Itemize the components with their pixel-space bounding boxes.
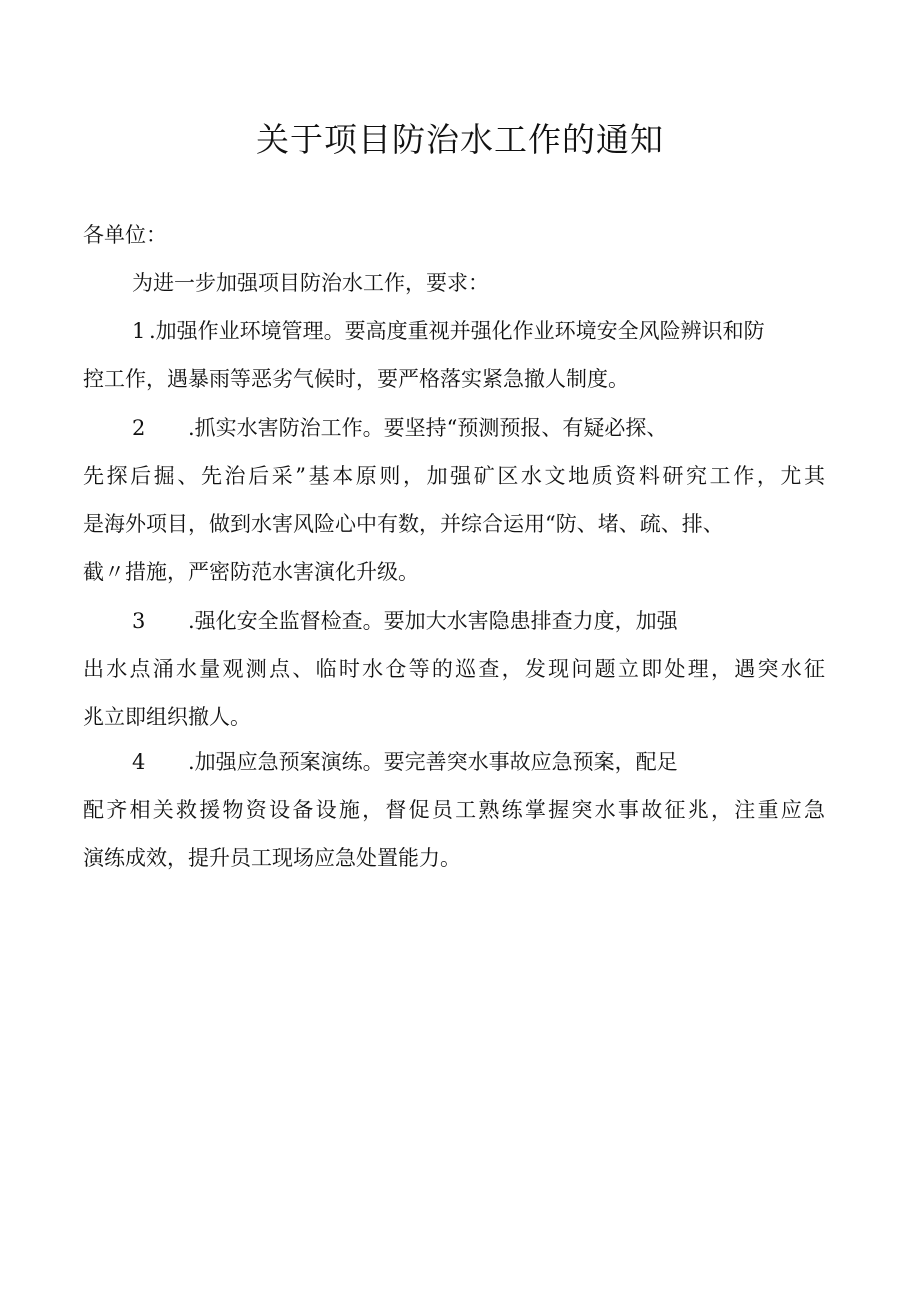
intro-paragraph: 为进一步加强项目防治水工作，要求： [132, 271, 489, 295]
item-2-line-2: 是海外项目，做到水害风险心中有数，并综合运用“防、堵、疏、排、 [83, 512, 724, 536]
item-3-lead-text: .强化安全监督检查。要加大水害隐患排查力度，加强 [188, 609, 678, 633]
item-2-line-1: 先探后掘、先治后采”基本原则，加强矿区水文地质资料研究工作，尤其 [83, 464, 825, 488]
salutation: 各单位： [83, 223, 167, 247]
item-3-lead-line [132, 606, 678, 636]
item-4-line-1: 配齐相关救援物资设备设施，督促员工熟练掌握突水事故征兆，注重应急 [83, 798, 825, 822]
item-1-line-1: 控工作，遇暴雨等恶劣气候时，要严格落实紧急撤人制度。 [83, 367, 629, 391]
item-4-lead-text: .加强应急预案演练。要完善突水事故应急预案，配足 [188, 750, 678, 774]
item-4-lead-line [132, 747, 678, 777]
item-2-lead-line [132, 413, 667, 443]
item-4-number: 4 [132, 750, 146, 774]
item-3-line-2: 兆立即组织撤人。 [83, 705, 251, 729]
item-3-number: 3 [132, 609, 146, 633]
item-1-lead-text: .加强作业环境管理。要高度重视并强化作业环境安全风险辨识和防 [149, 319, 765, 343]
item-2-line-3: 截〃措施，严密防范水害演化升级。 [83, 560, 419, 584]
item-1-number: 1 [132, 319, 146, 343]
item-4-line-2: 演练成效，提升员工现场应急处置能力。 [83, 846, 461, 870]
item-1-lead-line [132, 316, 765, 346]
document-title: 关于项目防治水工作的通知 [256, 120, 664, 159]
item-2-number: 2 [132, 416, 146, 440]
item-2-lead-text: .抓实水害防治工作。要坚持“预测预报、有疑必探、 [188, 416, 668, 440]
item-3-line-1: 出水点涌水量观测点、临时水仓等的巡查，发现问题立即处理，遇突水征 [83, 657, 825, 681]
